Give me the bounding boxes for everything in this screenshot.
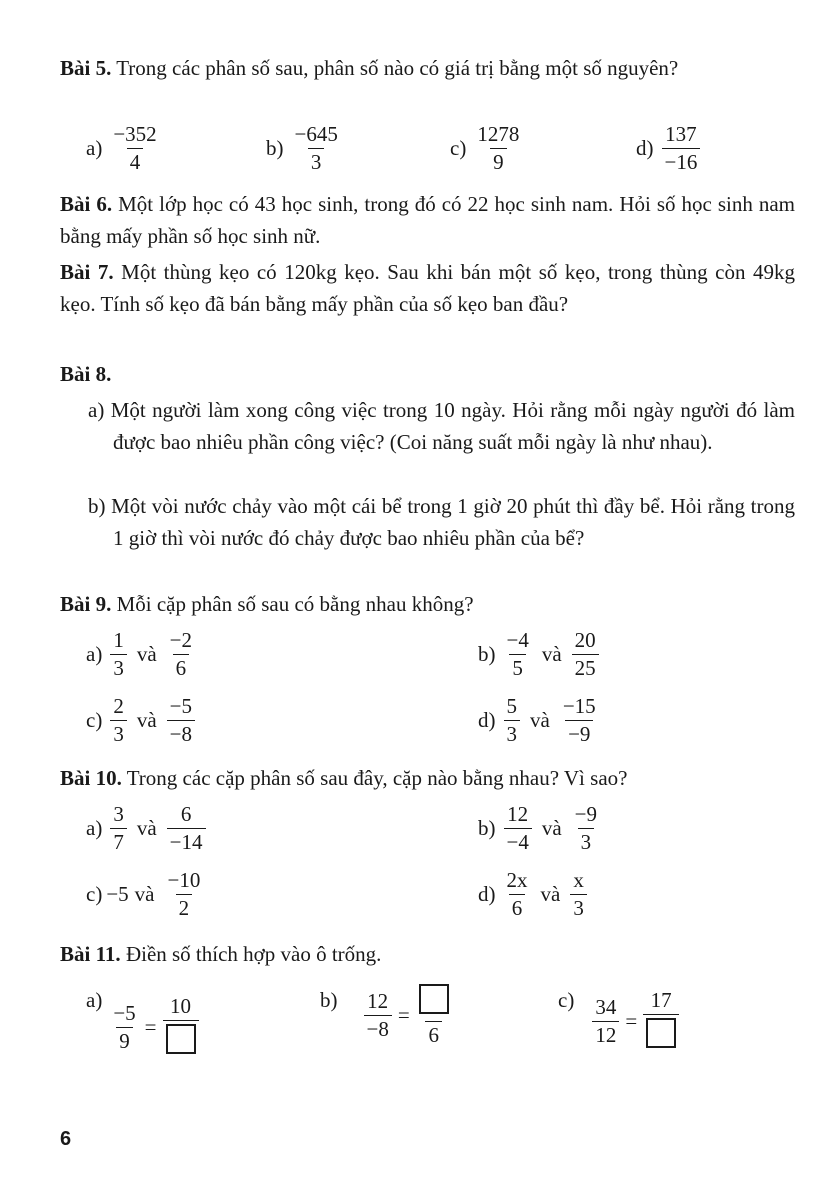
bai8-text xyxy=(60,358,795,390)
bai7-question: Một thùng kẹo có 120kg kẹo. Sau khi bán một số kẹo, trong thùng còn 49kg kẹo. Tính số kẹo đã bán bằng mấy phần của số kẹo ban đầu? xyxy=(60,260,796,316)
page-number: 6 xyxy=(60,1128,72,1150)
bai7-title: Bài 7. xyxy=(60,260,114,284)
bai9-question: Mỗi cặp phân số sau có bằng nhau không? xyxy=(116,592,474,616)
bai11-item-b: b) $\frac{12}{-8}$ = 6 xyxy=(320,984,456,1046)
bai10-item-a: a) $\frac{3}{7}$ và $\frac{6}{-14}$ xyxy=(86,804,210,853)
bai11-question: Điền số thích hợp vào ô trống. xyxy=(125,942,382,966)
bai6-question: Một lớp học có 43 học sinh, trong đó có 22 học sinh nam. Hỏi số học sinh nam bằng mấy phần số học sinh nữ. xyxy=(60,192,796,248)
bai9-item-a: a) $\frac{1}{3}$ và $\frac{-2}{6}$ xyxy=(86,628,192,680)
bai6-text xyxy=(60,188,795,252)
bai10-title: Bài 10. xyxy=(60,766,122,790)
bai9-title: Bài 9. xyxy=(60,592,112,616)
answer-box-b[interactable] xyxy=(419,984,449,1014)
bai5-option-a: a) $\frac{-352}{4}$ xyxy=(86,122,157,174)
bai9-text xyxy=(60,588,795,620)
bai6-title: Bài 6. xyxy=(60,192,113,216)
bai10-item-b: b) $\frac{12}{-4}$ và $\frac{-9}{3}$ xyxy=(478,802,598,854)
bai9-item-c: c) $\frac{2}{3}$ và $\frac{-5}{-8}$ xyxy=(86,696,199,745)
bai5-option-c: c) $\frac{1278}{9}$ xyxy=(450,122,520,174)
bai5-text xyxy=(60,52,795,84)
answer-box-a[interactable] xyxy=(166,1024,196,1054)
bai10-item-c: c) −5 và $\frac{-10}{2}$ xyxy=(86,868,201,920)
bai8-title: Bài 8. xyxy=(60,362,112,386)
bai10-question: Trong các cặp phân số sau đây, cặp nào bằng nhau? Vì sao? xyxy=(126,766,628,790)
bai5-title: Bài 5. xyxy=(60,56,112,80)
bai5-option-b: b) $\frac{-645}{3}$ xyxy=(266,122,338,174)
bai10-item-d: d) $\frac{2x}{6}$ và $\frac{x}{3}$ xyxy=(478,870,591,919)
bai8-part-b: b) Một vòi nước chảy vào một cái bể trong 1 giờ 20 phút thì đầy bể. Hỏi rằng trong 1 giờ thì vòi nước đó chảy được bao nhiêu phần của bể? xyxy=(88,494,795,550)
bai9-item-b: b) $\frac{-4}{5}$ và $\frac{20}{25}$ xyxy=(478,630,603,679)
bai8-part-a: a) Một người làm xong công việc trong 10 ngày. Hỏi rằng mỗi ngày người đó làm được bao nhiêu phần công việc? (Coi năng suất mỗi ngày là như nhau). xyxy=(88,398,795,454)
bai7-text xyxy=(60,256,795,320)
answer-box-c[interactable] xyxy=(646,1018,676,1048)
bai11-title: Bài 11. xyxy=(60,942,121,966)
bai5-option-d: d) $\frac{137}{-16}$ xyxy=(636,124,704,173)
bai11-item-a: a) $\frac{-5}{9}$ = 10 xyxy=(86,990,203,1058)
bai5-question: Trong các phân số sau, phân số nào có giá trị bằng một số nguyên? xyxy=(116,56,679,80)
bai10-text xyxy=(60,762,795,794)
bai9-item-d: d) $\frac{5}{3}$ và $\frac{-15}{-9}$ xyxy=(478,694,596,746)
bai11-item-c: c) $\frac{34}{12}$ = 17 xyxy=(558,984,683,1052)
bai11-text xyxy=(60,938,795,970)
